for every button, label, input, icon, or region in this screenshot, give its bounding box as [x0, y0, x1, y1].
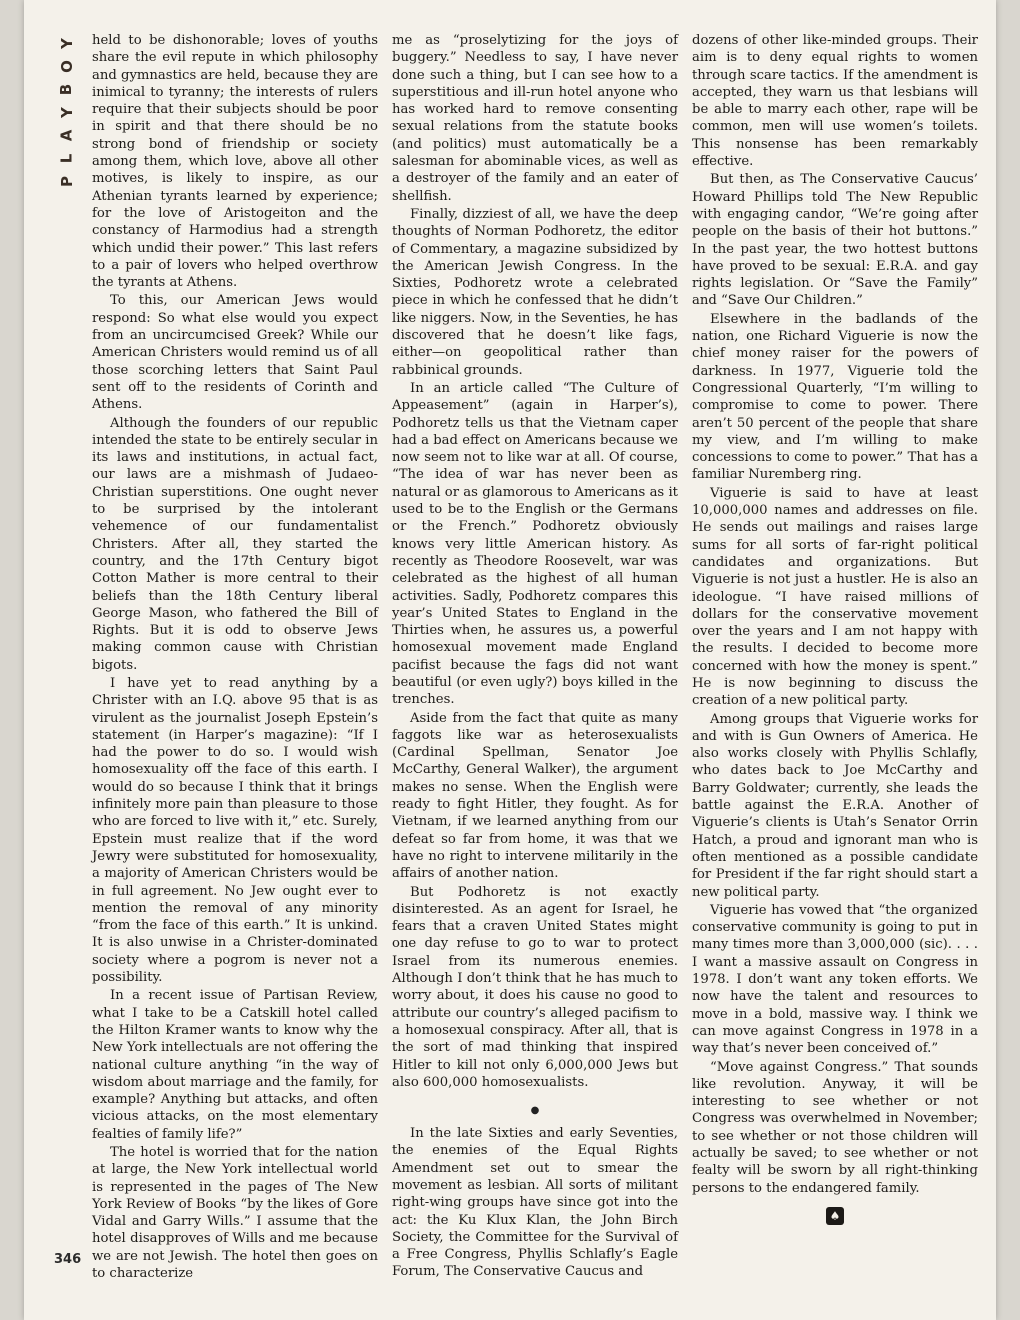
- article-paragraph: Viguerie has vowed that “the organized conservative community is going to put in many times more than 3,000,000 (sic). . . . I want a massive assault on Congress in 1978. I don’t want any token efforts. We now have the talent and resources to move in a bold, massive way. I think we can move against Congress in 1978 in a way that’s never been conceived of.”: [692, 902, 978, 1057]
- masthead-letter: Y: [57, 107, 76, 118]
- article-paragraph: To this, our American Jews would respond: So what else would you expect from an uncircumcised Greek? While our American Christers would remind us of all those scorching letters that Saint Paul sent off to the residents of Corinth and Athens.: [92, 293, 378, 413]
- text-column-2: [392, 32, 678, 1282]
- text-column-3: [692, 32, 978, 1225]
- article-paragraph: dozens of other like-minded groups. Their aim is to deny equal rights to women through scare tactics. If the amendment is accepted, they warn us that lesbians will be able to marry each other, rape will be common, men will use women’s toilets. This nonsense has been remarkably effective.: [692, 33, 978, 170]
- masthead-vertical: [56, 32, 78, 193]
- article-paragraph: I have yet to read anything by a Christer with an I.Q. above 95 that is as virulent as the journalist Joseph Epstein’s statement (in Harper’s magazine): “If I had the power to do so. I would wish homosexuality off the face of this earth. I would do so because I think that it brings infinitely more pain than pleasure to those who are forced to live with it,” etc. Surely, Epstein must realize that if the word Jewry were substituted for homosexuality, a majority of American Christers would be in full agreement. No Jew ought ever to mention the removal of any minority “from the face of this earth.” It is unkind. It is also unwise in a Christer-dominated society where a pogrom is never not a possibility.: [92, 675, 378, 986]
- page-number: 346: [54, 1252, 82, 1267]
- masthead-letter: Y: [57, 38, 76, 49]
- article-paragraph: Aside from the fact that quite as many faggots like war as heterosexualists (Cardinal Spellman, Senator Joe McCarthy, General Walker), the argument makes no sense. When the English were ready to fight Hitler, they fought. As for Vietnam, if we learned anything from our defeat so far from home, it was that we have no right to intervene militarily in the affairs of another nation.: [392, 710, 678, 882]
- section-separator: ●: [530, 1105, 540, 1117]
- article-paragraph: Finally, dizziest of all, we have the deep thoughts of Norman Podhoretz, the editor of Commentary, a magazine subsidized by the American Jewish Congress. In the Sixties, Podhoretz wrote a celebrated piece in which he confessed that he didn’t like niggers. Now, in the Seventies, he has discovered that he doesn’t like fags, either—on geopolitical rather than rabbinical grounds.: [392, 206, 678, 378]
- article-paragraph: But Podhoretz is not exactly disinterested. As an agent for Israel, he fears that a craven United States might one day refuse to go to war to protect Israel from its numerous enemies. Although I don’t think that he has much to worry about, it does his cause no good to attribute our country’s alleged pacifism to a homosexual conspiracy. After all, that is the sort of mad thinking that inspired Hitler to kill not only 6,000,000 Jews but also 600,000 homosexualists.: [392, 884, 678, 1090]
- article-paragraph: The hotel is worried that for the nation at large, the New York intellectual world is represented in the pages of The New York Review of Books “by the likes of Gore Vidal and Garry Wills.” I assume that the hotel disapproves of Wills and me because we are not Jewish. The hotel then goes on to characterize: [92, 1145, 378, 1282]
- article-paragraph: In a recent issue of Partisan Review, what I take to be a Catskill hotel called the Hilton Kramer wants to know why the New York intellectuals are not offering the national culture anything “in the way of wisdom about marriage and the family, for example? Anything but attacks, and often vicious attacks, on the most elementary fealties of family life?”: [92, 988, 378, 1142]
- article-paragraph: In an article called “The Culture of Appeasement” (again in Harper’s), Podhoretz tells us that the Vietnam caper had a bad effect on Americans because we now seem not to like war at all. Of course, “The idea of war has never been as natural or as glamorous to Americans as it used to be to the English or the Germans or the French.” Podhoretz obviously knows very little American history. As recently as Theodore Roosevelt, war was celebrated as the highest of all human activities. Sadly, Podhoretz compares this year’s United States to England in the Thirties when, he assures us, a powerful homosexual movement made England pacifist because the fags did not want beautiful (or even ugly?) boys killed in the trenches.: [392, 380, 678, 708]
- article-paragraph: Viguerie is said to have at least 10,000,000 names and addresses on file. He sends out mailings and raises large sums for all sorts of far-right political candidates and organizations. But Viguerie is not just a hustler. He is also an ideologue. “I have raised millions of dollars for the conservative movement over the years and I am not happy with the results. I decided to become more concerned with how the money is spent.” He is now beginning to discuss the creation of a new political party.: [692, 485, 978, 709]
- article-paragraph: Among groups that Viguerie works for and with is Gun Owners of America. He also works closely with Phyllis Schlafly, who dates back to Joe McCarthy and Barry Goldwater; currently, she leads the battle against the E.R.A. Another of Viguerie’s clients is Utah’s Senator Orrin Hatch, a proud and ignorant man who is often mentioned as a possible candidate for President if the far right should start a new political party.: [692, 711, 978, 900]
- masthead-letter: O: [57, 60, 76, 73]
- article-paragraph: Elsewhere in the badlands of the nation, one Richard Viguerie is now the chief money raiser for the powers of darkness. In 1977, Viguerie told the Congressional Quarterly, “I’m willing to compromise to come to power. There aren’t 50 percent of the people that share my view, and I’m willing to make concessions to come to power.” That has a familiar Nuremberg ring.: [692, 311, 978, 483]
- article-paragraph: Although the founders of our republic intended the state to be entirely secular in its laws and institutions, in actual fact, our laws are a mishmash of Judaeo-Christian superstitions. One ought never to be surprised by the intolerant vehemence of our fundamentalist Christers. After all, they started the country, and the 17th Century bigot Cotton Mather is more central to their beliefs than the 18th Century liberal George Mason, who fathered the Bill of Rights. But it is odd to observe Jews making common cause with Christian bigots.: [92, 415, 378, 673]
- text-column-1: [92, 32, 378, 1283]
- article-paragraph: In the late Sixties and early Seventies, the enemies of the Equal Rights Amendment set out to smear the movement as lesbian. All sorts of militant right-wing groups have since got into the act: the Ku Klux Klan, the John Birch Society, the Committee for the Survival of a Free Congress, Phyllis Schlafly’s Eagle Forum, The Conservative Caucus and: [392, 1126, 678, 1280]
- article-paragraph: me as “proselytizing for the joys of buggery.” Needless to say, I have never done such a thing, but I can see how to a superstitious and ill-run hotel anyone who has worked hard to remove consenting sexual relations from the statute books (and politics) must automatically be a salesman for abominable vices, as well as a destroyer of the family and an eater of shellfish.: [392, 33, 678, 204]
- masthead-letter: A: [57, 129, 76, 142]
- rabbit-end-mark-icon: ♠: [826, 1207, 844, 1225]
- article-paragraph: But then, as The Conservative Caucus’ Howard Phillips told The New Republic with engaging candor, “We’re going after people on the basis of their hot buttons.” In the past year, the two hottest buttons have proved to be sexual: E.R.A. and gay rights legislation. Or “Save the Family” and “Save Our Children.”: [692, 172, 978, 309]
- masthead-letter: B: [57, 83, 76, 96]
- article-paragraph: “Move against Congress.” That sounds like revolution. Anyway, it will be interesting to see whether or not Congress was overwhelmed in November; to see whether or not those children will actually be saved; to see whether or not fealty will be sworn by all right-thinking persons to the endangered family.: [692, 1059, 978, 1196]
- masthead-letter: L: [57, 153, 76, 164]
- magazine-page: [24, 0, 996, 1320]
- article-paragraph: held to be dishonorable; loves of youths share the evil repute in which philosophy and gymnastics are held, because they are inimical to tyranny; the interests of rulers require that their subjects should be poor in spirit and that there should be no strong bond of friendship or society among them, which love, above all other motives, is likely to inspire, as our Athenian tyrants learned by experience; for the love of Aristogeiton and the constancy of Harmodius had a strength which undid their power.” This last refers to a pair of lovers who helped overthrow the tyrants at Athens.: [92, 33, 378, 291]
- masthead-letter: P: [57, 176, 76, 187]
